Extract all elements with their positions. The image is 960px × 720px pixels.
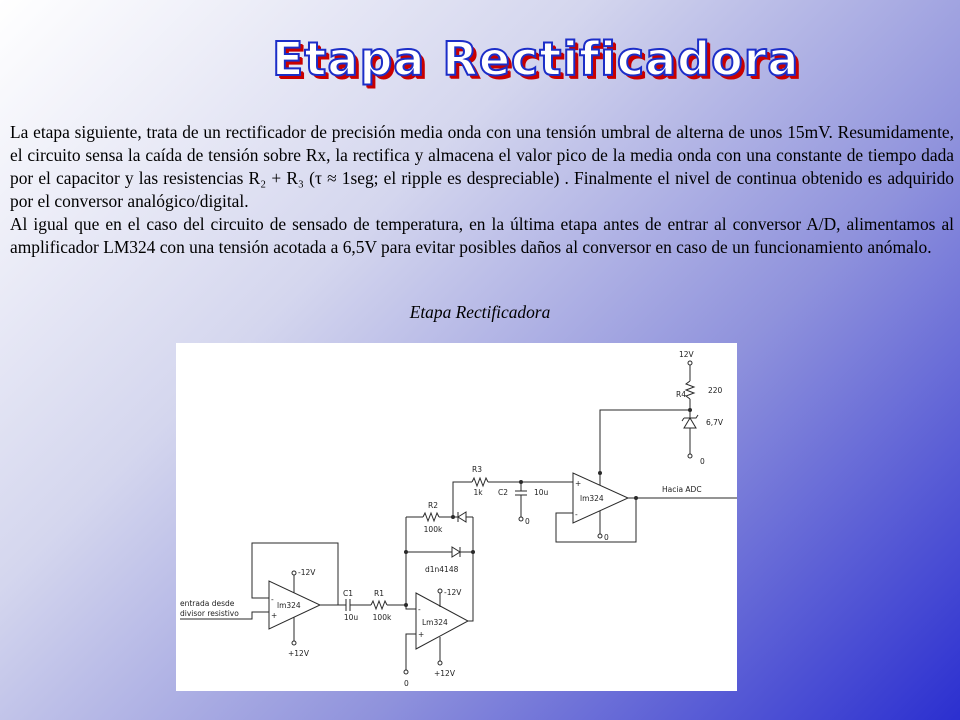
- opamp-2-positive-supply-label: +12V: [434, 669, 455, 678]
- opamp-2-plus-sign: +: [418, 630, 425, 639]
- opamp-3-ground-node: [598, 534, 602, 538]
- opamp-2-negative-supply-label: -12V: [444, 588, 462, 597]
- r1-name: R1: [374, 589, 384, 598]
- zener-diode: [684, 418, 696, 428]
- c1-value: 10u: [343, 613, 359, 622]
- r2-value: 100k: [423, 525, 443, 534]
- opamp-1-negative-supply-label: -12V: [298, 568, 316, 577]
- opamp-1-plus-sign: +: [271, 611, 278, 620]
- c2-ground-node: [519, 517, 523, 521]
- opamp-2-negative-supply-node: [438, 589, 442, 593]
- zener-cathode: [684, 415, 698, 418]
- r1-resistor: [371, 601, 387, 609]
- opamp-3-supply-node: [598, 471, 602, 475]
- figure-caption: Etapa Rectificadora: [409, 302, 551, 322]
- opamp-3-label: lm324: [580, 494, 604, 503]
- output-label: Hacia ADC: [662, 485, 702, 494]
- zener-cathode-tip: [682, 418, 684, 421]
- opamp-2-noninverting-wire: [406, 634, 416, 670]
- opamp-2-minus-sign: -: [418, 605, 421, 614]
- c2-name: C2: [498, 488, 509, 497]
- opamp-1-minus-sign: -: [271, 595, 274, 604]
- zener-value: 6,7V: [706, 418, 724, 427]
- circuit-schematic: [176, 343, 737, 691]
- body-text: [10, 121, 954, 259]
- opamp-3-feedback-wire: [556, 498, 636, 542]
- paragraph-1: La etapa siguiente, trata de un rectificador de precisión media onda con una tensión umbral de alterna de unos 15mV. Resumidamente, el circuito sensa la caída de tensión sobre Rx, la rectifica y almacena el valor pico de la media onda con una constante de tiempo dada por el capacitor y las resistencias R₂ + R₃ (τ ≈ 1seg; el ripple es despreciable) . Finalmente el nivel de continua obtenido es adquirido por el conversor analógico/digital.: [10, 122, 954, 211]
- upper-diode: [458, 512, 466, 522]
- opamp-2-ground-label: 0: [404, 679, 409, 688]
- opamp-3-minus-sign: -: [575, 510, 578, 519]
- r1-value: 100k: [372, 613, 392, 622]
- zener-ground-node: [688, 454, 692, 458]
- c1-name: C1: [342, 589, 354, 598]
- c2-value: 10u: [534, 488, 549, 497]
- diode-label: d1n4148: [425, 565, 459, 574]
- opamp-3-ground-label: 0: [604, 533, 609, 542]
- paragraph-2: Al igual que en el caso del circuito de sensado de temperatura, en la última etapa antes de entrar al conversor A/D, alimentamos al amplificador LM324 con una tensión acotada a 6,5V para evitar posibles daños al conversor en caso de un funcionamiento anómalo.: [10, 214, 954, 257]
- opamp-2-label: Lm324: [422, 618, 448, 627]
- input-label-2: divisor resistivo: [180, 609, 239, 618]
- r3-value: 1k: [473, 488, 483, 497]
- opamp-2-output-bus: [468, 517, 473, 621]
- supply-node: [688, 361, 692, 365]
- zener-ground-label: 0: [700, 457, 705, 466]
- opamp-2-ground-node: [404, 670, 408, 674]
- opamp-3-plus-sign: +: [575, 479, 582, 488]
- opamp-3-supply-wire: [600, 410, 690, 485]
- r3-left-wire: [453, 482, 472, 517]
- input-label-1: entrada desde: [180, 599, 235, 608]
- output-junction: [634, 496, 638, 500]
- opamp-1-label: lm324: [277, 601, 301, 610]
- feedback-junction-right: [471, 550, 475, 554]
- r3-name: R3: [472, 465, 482, 474]
- r2-name: R2: [428, 501, 438, 510]
- r4-name: R4: [676, 390, 686, 399]
- schematic-drawing: [176, 343, 737, 691]
- opamp-2-positive-supply-node: [438, 661, 442, 665]
- r4-value: 220: [708, 386, 723, 395]
- slide-title: Etapa Rectificadora: [272, 32, 800, 86]
- r3-resistor: [472, 478, 488, 486]
- opamp-1-negative-supply-node: [292, 571, 296, 575]
- r2-resistor: [423, 513, 439, 521]
- c2-ground-label: 0: [525, 517, 530, 526]
- supply-label: 12V: [679, 350, 694, 359]
- r4-resistor: [686, 381, 694, 399]
- opamp-1-positive-supply-label: +12V: [288, 649, 309, 658]
- lower-diode-d1n4148: [452, 547, 460, 557]
- opamp-1-positive-supply-node: [292, 641, 296, 645]
